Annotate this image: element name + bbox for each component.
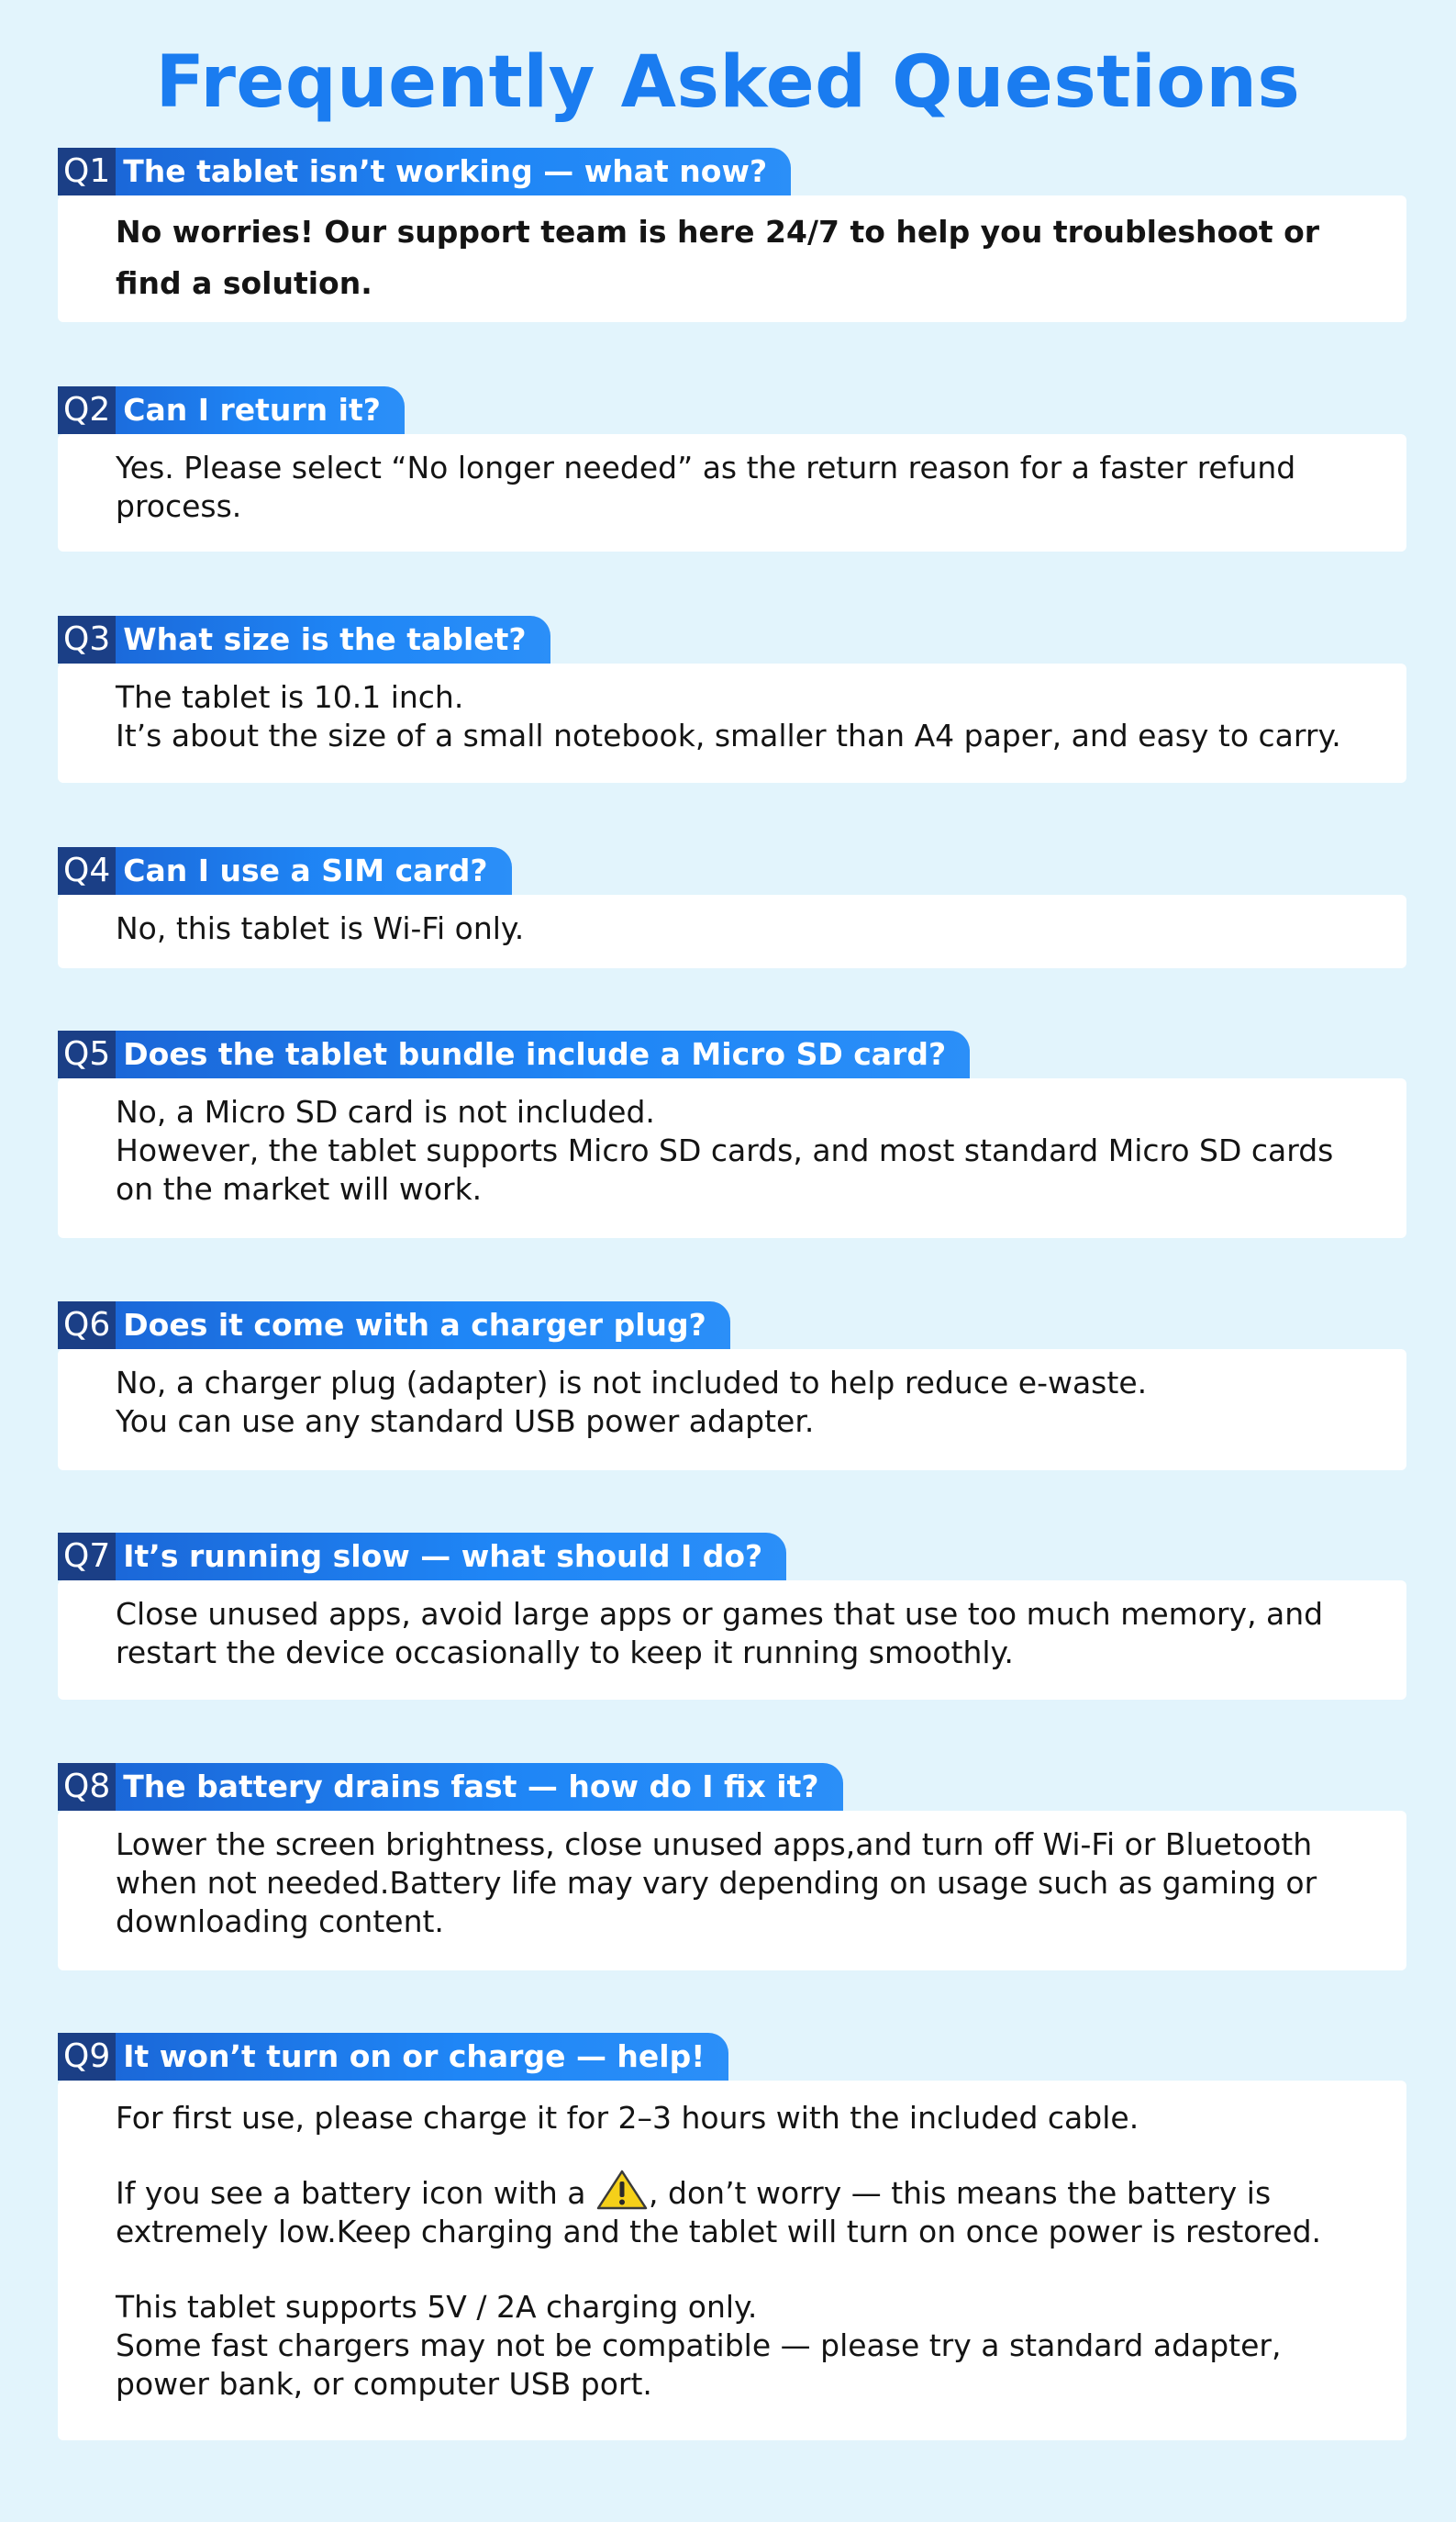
- answer-text: You can use any standard USB power adapter.: [116, 1403, 815, 1439]
- answer-text: Yes. Please select “No longer needed” as the return reason for a faster refund process.: [116, 450, 1296, 524]
- answer-box: [58, 2081, 1406, 2440]
- faq-item-q5: [58, 1031, 1406, 1238]
- question-tab: [58, 1031, 970, 1078]
- question-number: Q5: [58, 1031, 116, 1078]
- faq-item-q3: [58, 616, 1406, 783]
- question-tab: [58, 148, 791, 195]
- answer-box: [58, 895, 1406, 968]
- question-text: It’s running slow — what should I do?: [123, 1538, 763, 1574]
- answer-box: [58, 1811, 1406, 1970]
- answer-box: [58, 1349, 1406, 1470]
- faq-item-q2: [58, 386, 1406, 552]
- answer-box: [58, 1078, 1406, 1238]
- question-number: Q7: [58, 1533, 116, 1580]
- question-number: Q9: [58, 2033, 116, 2081]
- question-text: What size is the tablet?: [123, 621, 527, 657]
- faq-item-q9: [58, 2033, 1406, 2440]
- answer-text: No worries! Our support team is here 24/7 to help you troubleshoot or find a solution.: [116, 214, 1320, 301]
- answer-text: [116, 2169, 1370, 2251]
- question-number: Q8: [58, 1763, 116, 1811]
- question-number: Q4: [58, 847, 116, 895]
- answer-text: It’s about the size of a small notebook, smaller than A4 paper, and easy to carry.: [116, 718, 1341, 753]
- question-text: It won’t turn on or charge — help!: [123, 2038, 706, 2074]
- question-text: The tablet isn’t working — what now?: [123, 153, 768, 189]
- answer-text: No, this tablet is Wi-Fi only.: [116, 910, 525, 946]
- faq-item-q8: [58, 1763, 1406, 1970]
- question-text: The battery drains fast — how do I fix it?: [123, 1769, 819, 1804]
- question-text: Can I use a SIM card?: [123, 853, 488, 888]
- question-tab: [58, 1301, 730, 1349]
- answer-text: No, a Micro SD card is not included.: [116, 1094, 655, 1130]
- question-tab: [58, 616, 550, 664]
- answer-box: [58, 664, 1406, 783]
- answer-box: [58, 1580, 1406, 1700]
- question-tab: [58, 1533, 786, 1580]
- answer-text: No, a charger plug (adapter) is not included to help reduce e-waste.: [116, 1365, 1148, 1400]
- faq-item-q6: [58, 1301, 1406, 1470]
- question-number: Q3: [58, 616, 116, 664]
- faq-item-q4: [58, 847, 1406, 968]
- question-number: Q6: [58, 1301, 116, 1349]
- answer-text: However, the tablet supports Micro SD cards, and most standard Micro SD cards on the market will work.: [116, 1133, 1334, 1207]
- answer-text: Some fast chargers may not be compatible — please try a standard adapter, power bank, or computer USB port.: [116, 2327, 1282, 2402]
- answer-text: The tablet is 10.1 inch.: [116, 679, 464, 715]
- faq-item-q1: [58, 148, 1406, 322]
- answer-text: Lower the screen brightness, close unused apps,and turn off Wi-Fi or Bluetooth when not needed.Battery life may vary depending on usage such as gaming or downloading content.: [116, 1826, 1317, 1939]
- question-text: Can I return it?: [123, 392, 381, 428]
- question-number: Q2: [58, 386, 116, 434]
- question-text: Does it come with a charger plug?: [123, 1307, 706, 1343]
- answer-box: [58, 434, 1406, 552]
- question-tab: [58, 2033, 728, 2081]
- answer-box: [58, 195, 1406, 322]
- question-tab: [58, 847, 512, 895]
- question-text: Does the tablet bundle include a Micro SD card?: [123, 1036, 947, 1072]
- faq-item-q7: [58, 1533, 1406, 1700]
- answer-text-part: , don’t worry — this means the battery is extremely low.Keep charging and the tablet will turn on once power is restored.: [116, 2175, 1322, 2249]
- page-title: Frequently Asked Questions: [155, 41, 1301, 124]
- warning-triangle-icon: [595, 2169, 649, 2211]
- answer-text: Close unused apps, avoid large apps or games that use too much memory, and restart the device occasionally to keep it running smoothly.: [116, 1596, 1324, 1670]
- question-tab: [58, 1763, 843, 1811]
- question-tab: [58, 386, 405, 434]
- answer-text: For first use, please charge it for 2–3 hours with the included cable.: [116, 2100, 1139, 2136]
- answer-text: This tablet supports 5V / 2A charging only.: [116, 2289, 758, 2325]
- question-number: Q1: [58, 148, 116, 195]
- answer-text-part: If you see a battery icon with a: [116, 2175, 586, 2211]
